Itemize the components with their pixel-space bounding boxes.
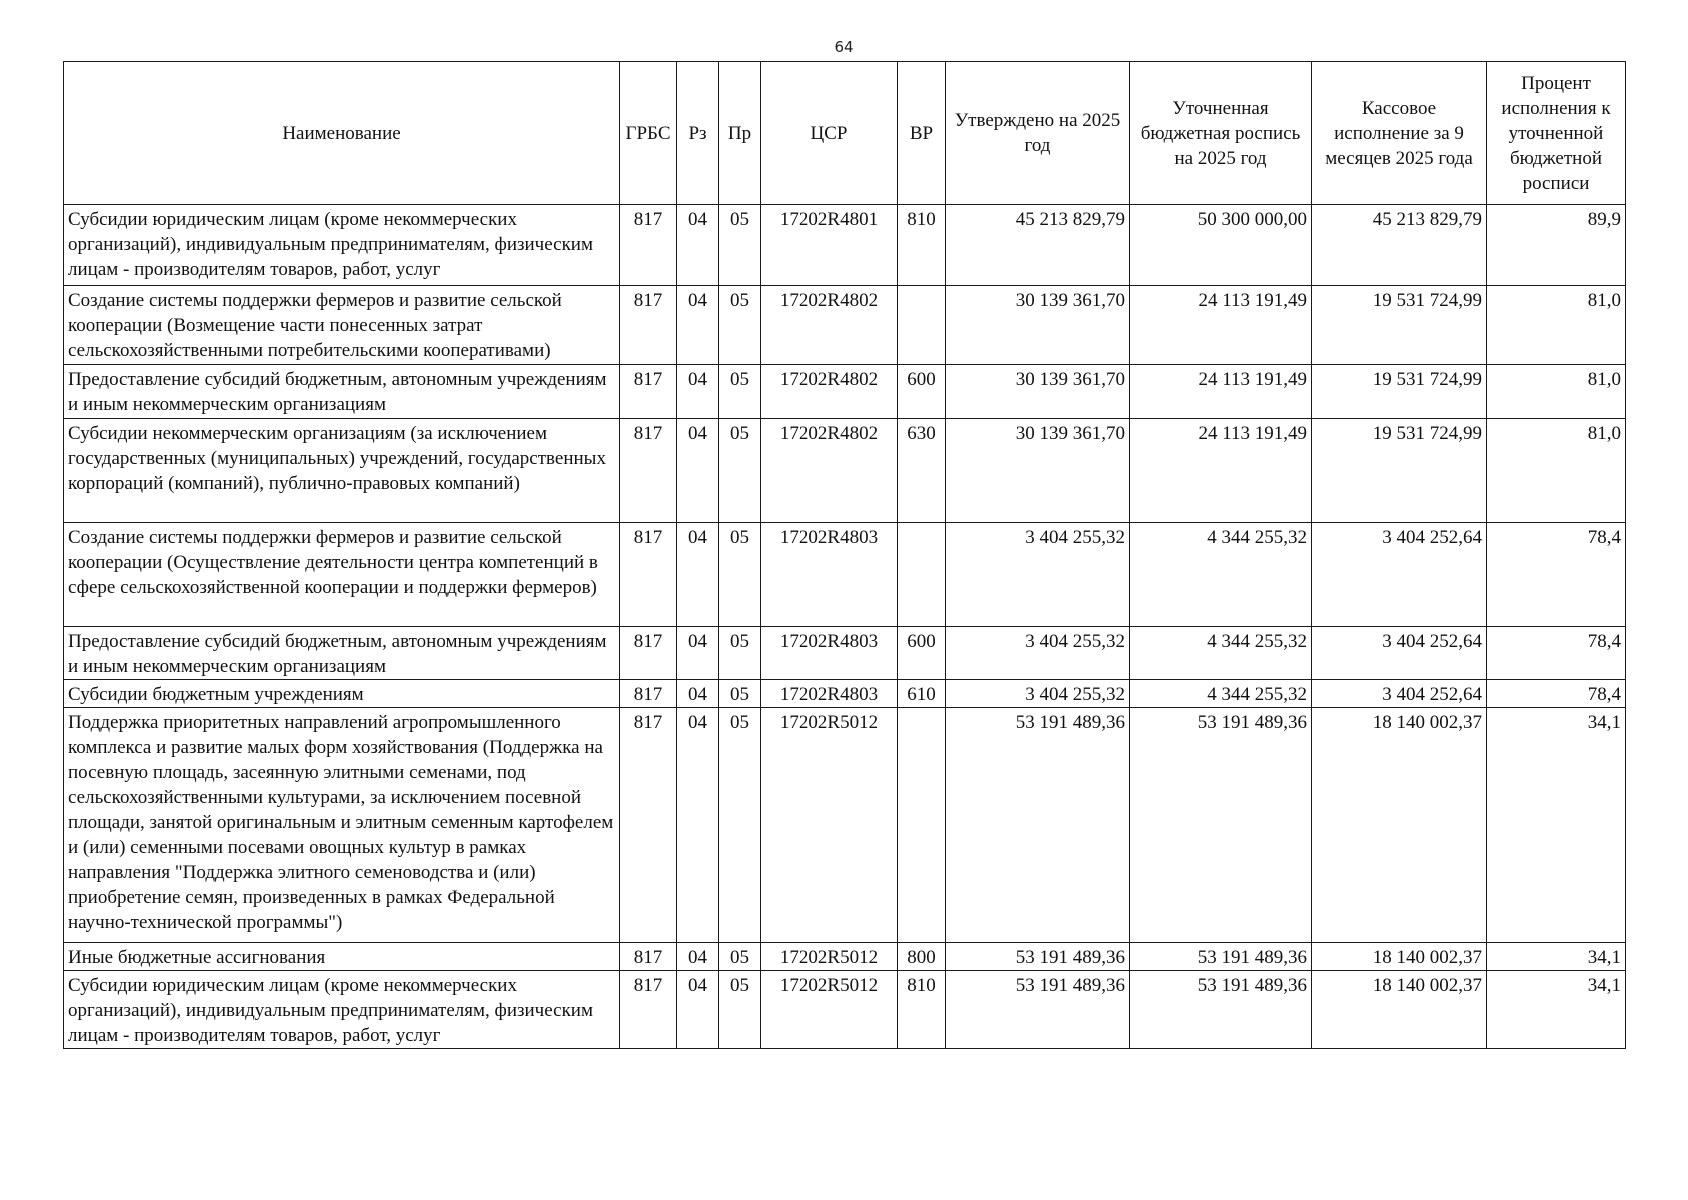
- cell-rz: 04: [677, 627, 719, 680]
- cell-pr: 05: [719, 205, 761, 286]
- cell-pr: 05: [719, 523, 761, 627]
- cell-csr: 17202R4802: [761, 286, 898, 365]
- cell-pr: 05: [719, 943, 761, 971]
- cell-cash: 18 140 002,37: [1312, 943, 1487, 971]
- cell-refined: 4 344 255,32: [1130, 680, 1312, 708]
- cell-name: Поддержка приоритетных направлений агропромышленного комплекса и развитие малых форм хозяйствования (Поддержка на посевную площадь, засеянную элитными семенами, под сельскохозяйственными культурами, за исключением посевной площади, занятой оригинальным и элитным семенным картофелем и (или) семенными посевами овощных культур в рамках направления "Поддержка элитного семеноводства и (или) приобретение семян, произведенных в рамках Федеральной научно-технической программы"): [64, 708, 620, 943]
- cell-grbs: 817: [620, 286, 677, 365]
- cell-approved: 53 191 489,36: [946, 943, 1130, 971]
- cell-vr: 810: [898, 971, 946, 1049]
- cell-pr: 05: [719, 971, 761, 1049]
- cell-refined: 53 191 489,36: [1130, 943, 1312, 971]
- cell-refined: 53 191 489,36: [1130, 708, 1312, 943]
- cell-name: Иные бюджетные ассигнования: [64, 943, 620, 971]
- cell-refined: 50 300 000,00: [1130, 205, 1312, 286]
- budget-execution-table: [63, 61, 1626, 1049]
- header-name: Наименование: [64, 62, 620, 205]
- cell-name: Предоставление субсидий бюджетным, автономным учреждениям и иным некоммерческим организациям: [64, 365, 620, 419]
- header-refined: Уточненная бюджетная роспись на 2025 год: [1130, 62, 1312, 205]
- table-header-row: [64, 62, 1626, 205]
- cell-percent: 78,4: [1487, 523, 1626, 627]
- header-rz: Рз: [677, 62, 719, 205]
- cell-percent: 34,1: [1487, 943, 1626, 971]
- header-vr: ВР: [898, 62, 946, 205]
- cell-cash: 18 140 002,37: [1312, 708, 1487, 943]
- cell-vr: 800: [898, 943, 946, 971]
- cell-name: Создание системы поддержки фермеров и развитие сельской кооперации (Осуществление деятельности центра компетенций в сфере сельскохозяйственной кооперации и поддержки фермеров): [64, 523, 620, 627]
- cell-grbs: 817: [620, 365, 677, 419]
- cell-cash: 18 140 002,37: [1312, 971, 1487, 1049]
- cell-cash: 3 404 252,64: [1312, 680, 1487, 708]
- cell-approved: 53 191 489,36: [946, 971, 1130, 1049]
- cell-grbs: 817: [620, 708, 677, 943]
- cell-csr: 17202R4803: [761, 680, 898, 708]
- cell-pr: 05: [719, 627, 761, 680]
- cell-vr: 630: [898, 419, 946, 523]
- cell-grbs: 817: [620, 205, 677, 286]
- cell-csr: 17202R4803: [761, 523, 898, 627]
- page-number: 64: [834, 38, 854, 56]
- header-percent: Процент исполнения к уточненной бюджетной росписи: [1487, 62, 1626, 205]
- cell-name: Субсидии некоммерческим организациям (за исключением государственных (муниципальных) учреждений, государственных корпораций (компаний), публично-правовых компаний): [64, 419, 620, 523]
- cell-percent: 78,4: [1487, 680, 1626, 708]
- cell-cash: 3 404 252,64: [1312, 627, 1487, 680]
- cell-grbs: 817: [620, 943, 677, 971]
- cell-cash: 19 531 724,99: [1312, 365, 1487, 419]
- cell-csr: 17202R4802: [761, 365, 898, 419]
- cell-refined: 24 113 191,49: [1130, 365, 1312, 419]
- cell-refined: 53 191 489,36: [1130, 971, 1312, 1049]
- table-row: [64, 627, 1626, 680]
- header-pr: Пр: [719, 62, 761, 205]
- cell-approved: 30 139 361,70: [946, 365, 1130, 419]
- table-row: [64, 708, 1626, 943]
- cell-approved: 45 213 829,79: [946, 205, 1130, 286]
- cell-approved: 3 404 255,32: [946, 680, 1130, 708]
- cell-percent: 78,4: [1487, 627, 1626, 680]
- table-row: [64, 971, 1626, 1049]
- cell-percent: 81,0: [1487, 419, 1626, 523]
- cell-rz: 04: [677, 943, 719, 971]
- cell-pr: 05: [719, 680, 761, 708]
- cell-csr: 17202R5012: [761, 971, 898, 1049]
- cell-csr: 17202R5012: [761, 943, 898, 971]
- table-row: [64, 680, 1626, 708]
- cell-rz: 04: [677, 708, 719, 943]
- table-row: [64, 523, 1626, 627]
- cell-approved: 3 404 255,32: [946, 627, 1130, 680]
- cell-grbs: 817: [620, 419, 677, 523]
- cell-percent: 81,0: [1487, 365, 1626, 419]
- header-approved: Утверждено на 2025 год: [946, 62, 1130, 205]
- table-row: [64, 419, 1626, 523]
- header-grbs: ГРБС: [620, 62, 677, 205]
- cell-approved: 3 404 255,32: [946, 523, 1130, 627]
- cell-approved: 53 191 489,36: [946, 708, 1130, 943]
- cell-pr: 05: [719, 286, 761, 365]
- cell-rz: 04: [677, 971, 719, 1049]
- cell-refined: 24 113 191,49: [1130, 419, 1312, 523]
- cell-refined: 24 113 191,49: [1130, 286, 1312, 365]
- cell-grbs: 817: [620, 627, 677, 680]
- cell-approved: 30 139 361,70: [946, 286, 1130, 365]
- cell-rz: 04: [677, 419, 719, 523]
- cell-pr: 05: [719, 708, 761, 943]
- cell-vr: [898, 523, 946, 627]
- cell-vr: [898, 286, 946, 365]
- cell-rz: 04: [677, 205, 719, 286]
- cell-refined: 4 344 255,32: [1130, 627, 1312, 680]
- cell-percent: 34,1: [1487, 971, 1626, 1049]
- cell-vr: 600: [898, 365, 946, 419]
- cell-rz: 04: [677, 365, 719, 419]
- table-row: [64, 943, 1626, 971]
- cell-pr: 05: [719, 419, 761, 523]
- cell-vr: 610: [898, 680, 946, 708]
- cell-grbs: 817: [620, 680, 677, 708]
- cell-vr: 600: [898, 627, 946, 680]
- cell-percent: 89,9: [1487, 205, 1626, 286]
- cell-name: Предоставление субсидий бюджетным, автономным учреждениям и иным некоммерческим организациям: [64, 627, 620, 680]
- cell-approved: 30 139 361,70: [946, 419, 1130, 523]
- cell-csr: 17202R4803: [761, 627, 898, 680]
- cell-vr: 810: [898, 205, 946, 286]
- cell-csr: 17202R4801: [761, 205, 898, 286]
- table-row: [64, 205, 1626, 286]
- header-cash: Кассовое исполнение за 9 месяцев 2025 года: [1312, 62, 1487, 205]
- cell-rz: 04: [677, 680, 719, 708]
- table-row: [64, 365, 1626, 419]
- cell-csr: 17202R5012: [761, 708, 898, 943]
- cell-cash: 45 213 829,79: [1312, 205, 1487, 286]
- cell-grbs: 817: [620, 523, 677, 627]
- cell-refined: 4 344 255,32: [1130, 523, 1312, 627]
- cell-vr: [898, 708, 946, 943]
- cell-pr: 05: [719, 365, 761, 419]
- cell-rz: 04: [677, 286, 719, 365]
- cell-name: Создание системы поддержки фермеров и развитие сельской кооперации (Возмещение части понесенных затрат сельскохозяйственными потребительскими кооперативами): [64, 286, 620, 365]
- cell-cash: 3 404 252,64: [1312, 523, 1487, 627]
- cell-grbs: 817: [620, 971, 677, 1049]
- cell-csr: 17202R4802: [761, 419, 898, 523]
- cell-name: Субсидии юридическим лицам (кроме некоммерческих организаций), индивидуальным предпринимателям, физическим лицам - производителям товаров, работ, услуг: [64, 971, 620, 1049]
- cell-name: Субсидии бюджетным учреждениям: [64, 680, 620, 708]
- cell-name: Субсидии юридическим лицам (кроме некоммерческих организаций), индивидуальным предпринимателям, физическим лицам - производителям товаров, работ, услуг: [64, 205, 620, 286]
- header-csr: ЦСР: [761, 62, 898, 205]
- cell-percent: 81,0: [1487, 286, 1626, 365]
- cell-rz: 04: [677, 523, 719, 627]
- cell-cash: 19 531 724,99: [1312, 419, 1487, 523]
- cell-percent: 34,1: [1487, 708, 1626, 943]
- cell-cash: 19 531 724,99: [1312, 286, 1487, 365]
- table-row: [64, 286, 1626, 365]
